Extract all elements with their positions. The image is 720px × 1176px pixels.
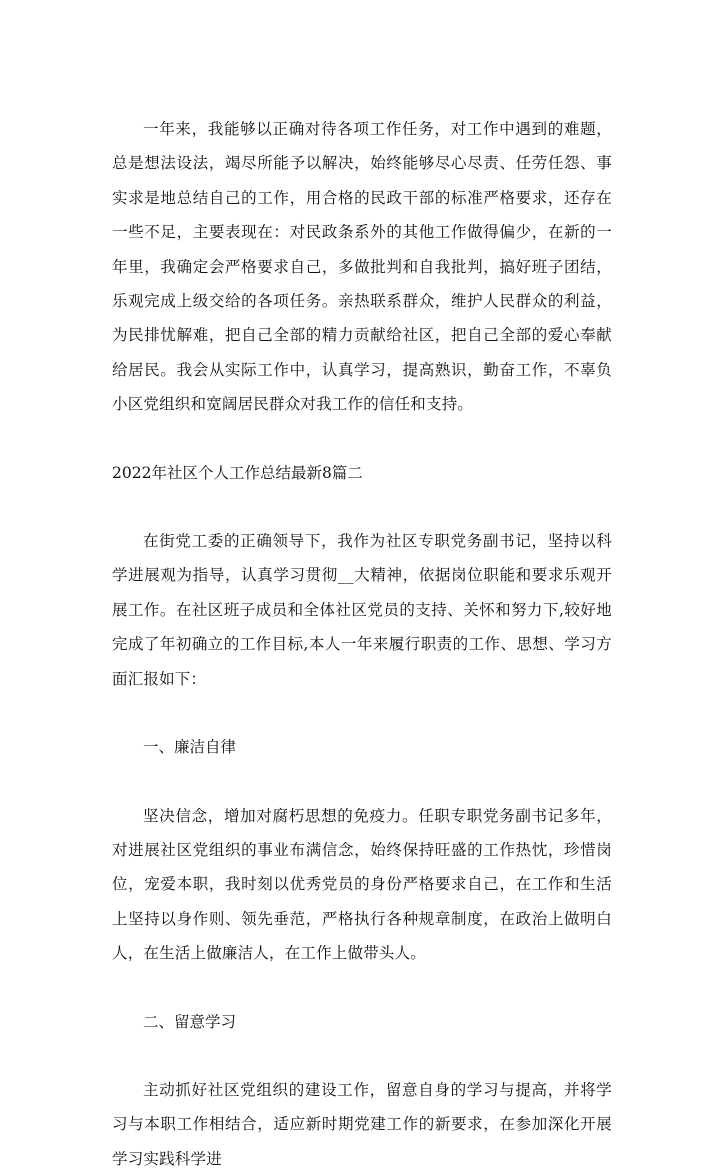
spacer: [112, 971, 612, 1005]
document-body: [112, 112, 612, 1176]
spacer: [112, 422, 612, 456]
section-heading-integrity: 一、廉洁自律: [143, 738, 237, 757]
section-heading-study: 二、留意学习: [143, 1012, 237, 1031]
spacer: [112, 490, 612, 524]
paragraph-summary: 一年来，我能够以正确对待各项工作任务，对工作中遇到的难题，总是想法设法，竭尽所能予以解决，始终能够尽心尽责、任劳任怨、事实求是地总结自己的工作，用合格的民政干部的标准严格要求，还存在一些不足，主要表现在：对民政条系外的其他工作做得偏少，在新的一年里，我确定会严格要求自己，多做批判和自我批判，搞好班子团结，乐观完成上级交给的各项任务。亲热联系群众，维护人民群众的利益，为民排忧解难，把自己全部的精力贡献给社区，把自己全部的爱心奉献给居民。我会从实际工作中，认真学习，提高熟识，勤奋工作，不辜负小区党组织和宽阔居民群众对我工作的信任和支持。: [112, 120, 612, 414]
paragraph-intro: 在街党工委的正确领导下，我作为社区专职党务副书记，坚持以科学进展观为指导，认真学习贯彻__大精神，依据岗位职能和要求乐观开展工作。在社区班子成员和全体社区党员的支持、关怀和努力下,较好地完成了年初确立的工作目标,本人一年来履行职责的工作、思想、学习方面汇报如下：: [112, 532, 612, 688]
article-title: 2022年社区个人工作总结最新8篇二: [112, 463, 363, 482]
spacer: [112, 765, 612, 799]
paragraph-study: 主动抓好社区党组织的建设工作，留意自身的学习与提高，并将学习与本职工作相结合，适应新时期党建工作的新要求，在参加深化开展学习实践科学进: [112, 1080, 612, 1168]
spacer: [112, 696, 612, 730]
paragraph-integrity: 坚决信念，增加对腐朽思想的免疫力。任职专职党务副书记多年，对进展社区党组织的事业布满信念，始终保持旺盛的工作热忱，珍惜岗位，宠爱本职，我时刻以优秀党员的身份严格要求自己，在工作和生活上坚持以身作则、领先垂范，严格执行各种规章制度，在政治上做明白人，在生活上做廉洁人，在工作上做带头人。: [112, 806, 612, 963]
spacer: [112, 1039, 612, 1073]
